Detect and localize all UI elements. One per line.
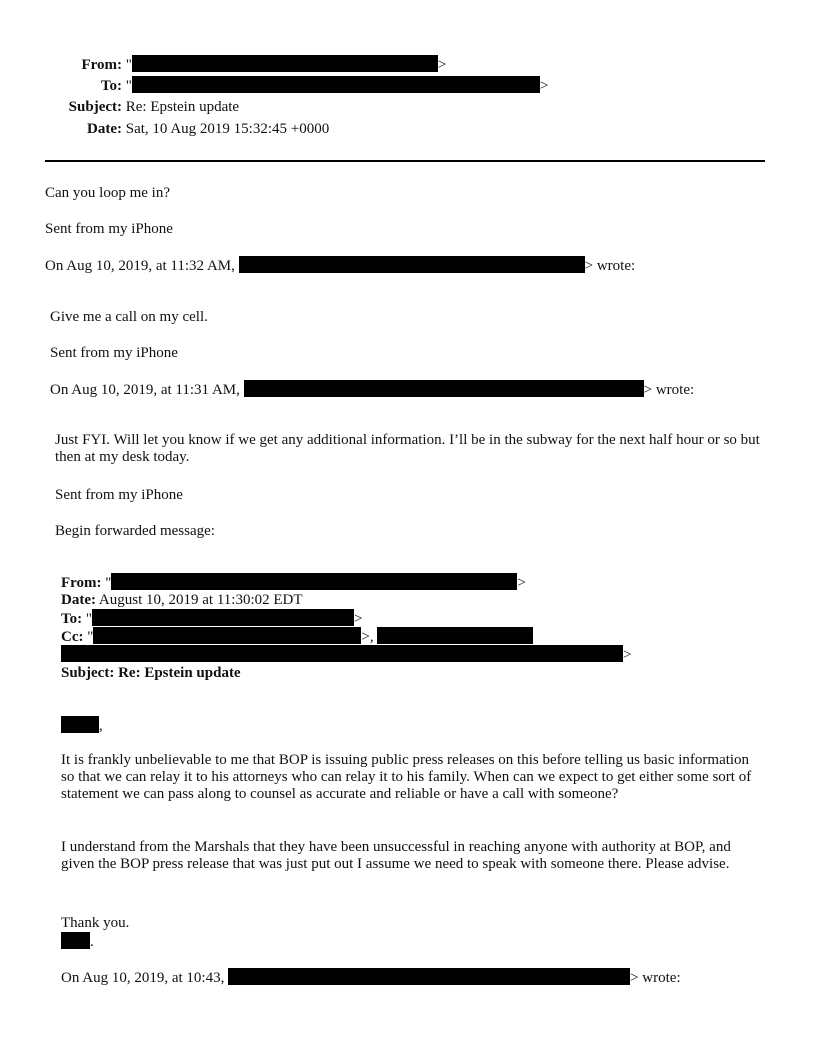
signature-2: Sent from my iPhone: [50, 345, 178, 361]
header-subject-label: Subject:: [68, 99, 122, 115]
header-from-label: From:: [81, 57, 122, 73]
redaction-block: [132, 55, 438, 72]
fwd-cc-label: Cc:: [61, 629, 84, 645]
reply-text-3: Just FYI. Will let you know if we get any additional information. I’ll be in the subway for the next half hour or so but then at my desk today.: [55, 432, 760, 465]
header-subject-value: Re: Epstein update: [125, 99, 240, 115]
fwd-date-label: Date:: [61, 592, 96, 608]
quote-header-2: [50, 380, 694, 399]
header-to-label: To:: [100, 78, 122, 94]
header-from-prefix: ": [125, 57, 132, 73]
fwd-date-row: [61, 591, 303, 609]
redaction-block: [132, 76, 540, 93]
fwd-greeting-suffix: ,: [99, 718, 103, 734]
fwd-cc-line2-suffix: >: [623, 647, 632, 663]
redaction-block: [93, 627, 361, 644]
reply-text-2: Give me a call on my cell.: [50, 309, 208, 325]
header-divider: [45, 160, 765, 162]
header-to-suffix: >: [539, 78, 549, 94]
fwd-to-label: To:: [61, 611, 83, 627]
redaction-block: [61, 645, 623, 662]
fwd-subject-value: Re: Epstein update: [118, 665, 241, 681]
header-to-prefix: ": [125, 78, 132, 94]
fwd-to-prefix: ": [85, 611, 92, 627]
quote-header-2-suffix: > wrote:: [643, 382, 695, 398]
redaction-block: [92, 609, 354, 626]
fwd-cc-row: [61, 627, 533, 646]
fwd-closing: Thank you.: [61, 915, 130, 931]
fwd-quote-header: [61, 968, 681, 987]
redaction-block: [111, 573, 517, 590]
fwd-cc-row-2: [61, 645, 631, 664]
fwd-quote-prefix: On Aug 10, 2019, at 10:43,: [61, 970, 225, 986]
header-date-value: Sat, 10 Aug 2019 15:32:45 +0000: [125, 121, 330, 137]
redaction-block: [61, 932, 90, 949]
fwd-paragraph-1: It is frankly unbelievable to me that BOP is issuing public press releases on this before telling us basic information so that we can relay it to his attorneys who can relay it to his family. When can we expect to get either some sort of statement we can pass along to counsel as accurate and reliable or have a call with someone?: [61, 752, 752, 802]
quote-header-1-prefix: On Aug 10, 2019, at 11:32 AM,: [45, 258, 235, 274]
forward-intro: Begin forwarded message:: [55, 523, 215, 539]
fwd-from-prefix: ": [105, 575, 112, 591]
fwd-paragraph-2: I understand from the Marshals that they have been unsuccessful in reaching anyone with authority at BOP, and given the BOP press release that was just put out I assume we need to speak with someone there. Please advise.: [61, 839, 731, 872]
fwd-signature: [61, 932, 94, 951]
quote-header-2-prefix: On Aug 10, 2019, at 11:31 AM,: [50, 382, 240, 398]
header-to-row: [60, 76, 548, 95]
fwd-subject-row: [61, 664, 241, 682]
redaction-block: [228, 968, 630, 985]
fwd-cc-suffix: >,: [361, 629, 374, 645]
redaction-block: [61, 716, 99, 733]
header-from-row: [60, 55, 446, 74]
fwd-signature-suffix: .: [90, 934, 94, 950]
redaction-block: [239, 256, 585, 273]
header-date-row: [60, 120, 329, 138]
redaction-block: [377, 627, 533, 644]
fwd-to-row: [61, 609, 362, 628]
fwd-from-label: From:: [61, 575, 102, 591]
reply-text-1: Can you loop me in?: [45, 185, 170, 201]
fwd-subject-label: Subject:: [61, 665, 115, 681]
fwd-quote-suffix: > wrote:: [630, 970, 681, 986]
fwd-to-suffix: >: [354, 611, 363, 627]
fwd-from-suffix: >: [517, 575, 526, 591]
quote-header-1: [45, 256, 635, 275]
fwd-greeting: [61, 716, 103, 735]
quote-header-1-suffix: > wrote:: [584, 258, 636, 274]
signature-1: Sent from my iPhone: [45, 221, 173, 237]
header-from-suffix: >: [437, 57, 447, 73]
fwd-from-row: [61, 573, 526, 592]
signature-3: Sent from my iPhone: [55, 487, 183, 503]
fwd-cc-prefix: ": [87, 629, 94, 645]
header-date-label: Date:: [87, 121, 122, 137]
fwd-date-value: August 10, 2019 at 11:30:02 EDT: [98, 592, 303, 608]
header-subject-row: [60, 98, 239, 116]
redaction-block: [244, 380, 644, 397]
